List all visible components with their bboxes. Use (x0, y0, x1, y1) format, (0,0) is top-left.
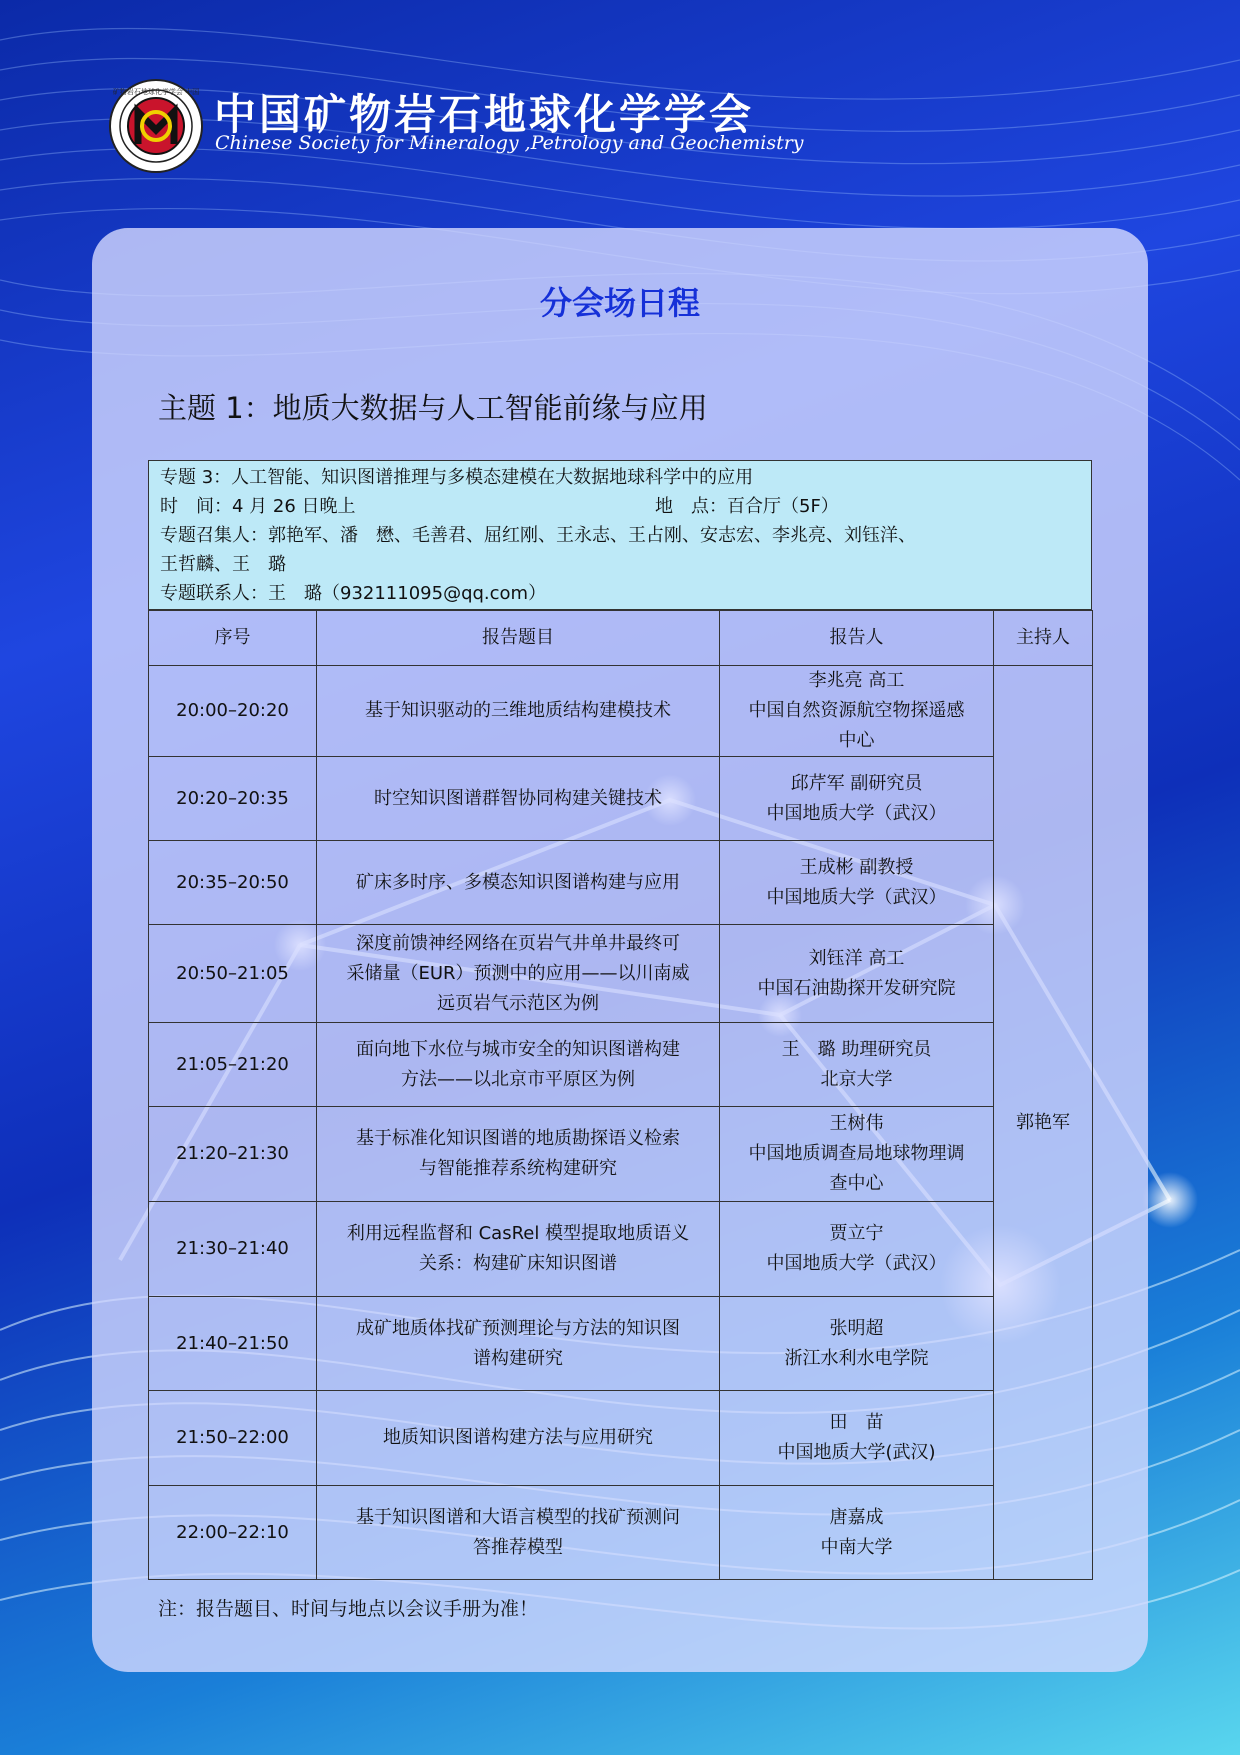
title-cell (317, 1391, 720, 1486)
session-info-box (148, 460, 1092, 610)
speaker-line: 邱芹军 副研究员 (790, 772, 923, 794)
table-header-row (149, 611, 1093, 666)
host-cell: 郭艳军 (994, 666, 1093, 1580)
speaker-line: 唐嘉成 (829, 1506, 884, 1528)
title-line: 基于标准化知识图谱的地质勘探语义检索 (356, 1128, 680, 1149)
speaker-line: 中国自然资源航空物探遥感 (748, 700, 965, 721)
session-location: 地 点：百合厅（5F） (655, 496, 839, 517)
title-line: 成矿地质体找矿预测理论与方法的知识图 (356, 1317, 680, 1339)
speaker-line: 李兆亮 高工 (808, 670, 905, 691)
speaker-cell (720, 1486, 994, 1580)
title-line: 基于知识图谱和大语言模型的找矿预测问 (356, 1506, 680, 1528)
contact-line: 专题联系人：王 璐（932111095@qq.com） (160, 583, 547, 604)
conveners-line-2: 王哲麟、王 璐 (160, 554, 286, 575)
time-cell: 21:05–21:20 (149, 1023, 317, 1107)
theme-heading: 主题 1：地质大数据与人工智能前缘与应用 (158, 391, 708, 425)
speaker-line: 田 苗 (829, 1412, 884, 1433)
header-cell: 报告题目 (317, 611, 720, 666)
table-row (149, 1391, 1093, 1486)
speaker-line: 浙江水利水电学院 (784, 1347, 929, 1369)
table-row (149, 757, 1093, 841)
table-row (149, 841, 1093, 925)
society-name-en: Chinese Society for Mineralogy ,Petrology and Geochemistry (215, 132, 804, 154)
title-cell (317, 1202, 720, 1297)
speaker-line: 中国地质大学（武汉） (766, 1253, 947, 1274)
title-cell (317, 1023, 720, 1107)
table-row (149, 1297, 1093, 1391)
speaker-line: 北京大学 (820, 1068, 893, 1090)
speaker-cell (720, 841, 994, 925)
title-cell (317, 1297, 720, 1391)
speaker-line: 中国地质大学（武汉） (766, 886, 947, 908)
header-cell: 序号 (149, 611, 317, 666)
speaker-line: 中国地质大学(武汉) (777, 1442, 936, 1463)
speaker-line: 刘钰洋 高工 (808, 947, 905, 969)
session-time: 时 间：4 月 26 日晚上 (160, 496, 356, 517)
title-cell (317, 666, 720, 757)
title-line: 深度前馈神经网络在页岩气井单井最终可 (356, 932, 680, 954)
speaker-cell (720, 757, 994, 841)
title-line: 矿床多时序、多模态知识图谱构建与应用 (356, 871, 680, 893)
title-line: 基于知识驱动的三维地质结构建模技术 (365, 700, 671, 721)
speaker-cell (720, 925, 994, 1023)
society-logo (108, 78, 204, 174)
time-cell: 21:20–21:30 (149, 1107, 317, 1202)
speaker-cell (720, 1202, 994, 1297)
table-row (149, 1023, 1093, 1107)
speaker-line: 王树伟 (829, 1113, 884, 1134)
speaker-cell (720, 1023, 994, 1107)
speaker-line: 中心 (838, 730, 875, 751)
table-row (149, 1486, 1093, 1580)
time-cell: 21:50–22:00 (149, 1391, 317, 1486)
footnote: 注：报告题目、时间与地点以会议手册为准！ (158, 1598, 539, 1620)
title-line: 时空知识图谱群智协同构建关键技术 (374, 787, 662, 809)
speaker-line: 贾立宁 (829, 1223, 884, 1244)
time-cell: 20:00–20:20 (149, 666, 317, 757)
title-line: 答推荐模型 (473, 1536, 563, 1558)
title-line: 与智能推荐系统构建研究 (419, 1158, 617, 1179)
title-line: 地质知识图谱构建方法与应用研究 (383, 1427, 653, 1448)
speaker-cell (720, 1391, 994, 1486)
header-cell: 主持人 (994, 611, 1093, 666)
speaker-cell (720, 1107, 994, 1202)
speaker-line: 中国地质调查局地球物理调 (748, 1143, 965, 1164)
speaker-line: 王成彬 副教授 (799, 856, 914, 878)
table-row (149, 666, 1093, 757)
speaker-line: 中国石油勘探开发研究院 (757, 977, 956, 999)
title-cell (317, 757, 720, 841)
title-line: 采储量（EUR）预测中的应用——以川南威 (346, 962, 690, 984)
speaker-line: 中南大学 (820, 1536, 893, 1558)
title-line: 方法——以北京市平原区为例 (401, 1068, 635, 1090)
table-row (149, 1202, 1093, 1297)
society-name-cn: 中国矿物岩石地球化学学会 (214, 90, 755, 139)
time-cell: 21:30–21:40 (149, 1202, 317, 1297)
table-row (149, 925, 1093, 1023)
title-line: 利用远程监督和 CasRel 模型提取地质语义 (346, 1223, 690, 1244)
time-cell: 22:00–22:10 (149, 1486, 317, 1580)
title-line: 谱构建研究 (473, 1347, 563, 1369)
conveners-line-1: 专题召集人：郭艳军、潘 懋、毛善君、屈红刚、王永志、王占刚、安志宏、李兆亮、刘钰洋、 (160, 525, 916, 546)
title-line: 面向地下水位与城市安全的知识图谱构建 (356, 1038, 680, 1060)
speaker-line: 查中心 (829, 1173, 884, 1194)
time-cell: 20:50–21:05 (149, 925, 317, 1023)
logo-text: 矿物岩石地球化学学会 中国 (112, 88, 200, 96)
title-line: 远页岩气示范区为例 (437, 992, 599, 1014)
table-row (149, 1107, 1093, 1202)
speaker-cell (720, 666, 994, 757)
title-line: 关系：构建矿床知识图谱 (419, 1253, 617, 1274)
time-cell: 21:40–21:50 (149, 1297, 317, 1391)
title-cell (317, 925, 720, 1023)
schedule-panel (92, 228, 1148, 1672)
speaker-line: 王 璐 助理研究员 (781, 1038, 932, 1060)
page-title: 分会场日程 (539, 284, 700, 322)
time-location-line (160, 492, 1091, 521)
title-cell (317, 1107, 720, 1202)
title-cell (317, 1486, 720, 1580)
schedule-table (148, 610, 1093, 1580)
time-cell: 20:20–20:35 (149, 757, 317, 841)
speaker-line: 中国地质大学（武汉） (766, 802, 947, 824)
title-cell (317, 841, 720, 925)
speaker-line: 张明超 (829, 1317, 884, 1339)
speaker-cell (720, 1297, 994, 1391)
time-cell: 20:35–20:50 (149, 841, 317, 925)
topic-line: 专题 3：人工智能、知识图谱推理与多模态建模在大数据地球科学中的应用 (160, 467, 754, 488)
header-cell: 报告人 (720, 611, 994, 666)
